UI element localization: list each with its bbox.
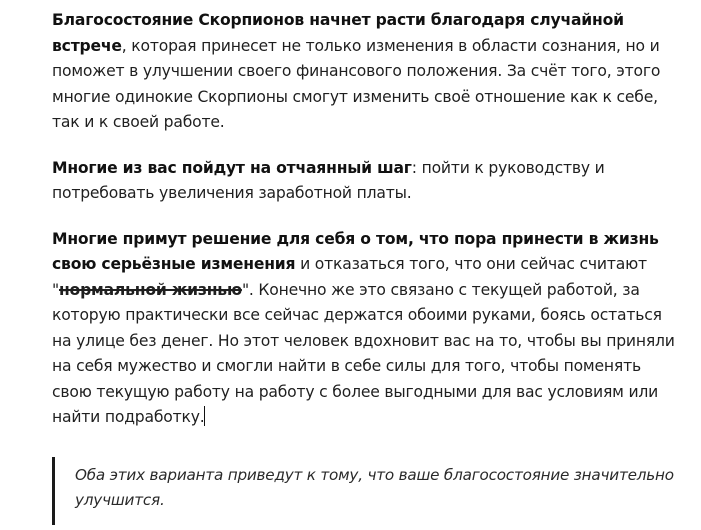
paragraph-3-bold: Многие примут решение для себя о том, что пора принести в жизнь свою серьёзные изменения <box>52 229 659 273</box>
paragraph-3-text-a: и отказаться того, что они сейчас считают " <box>52 255 647 299</box>
text-cursor <box>204 406 205 426</box>
paragraph-1-text: , которая принесет не только изменения в области сознания, но и поможет в улучшении своего финансового положения. За счёт того, этого многие одинокие Скорпионы смогут изменить своё отношение как к себе, так и к своей работе. <box>52 36 661 131</box>
paragraph-3 <box>52 227 682 431</box>
paragraph-2 <box>52 156 682 207</box>
blockquote <box>52 457 695 525</box>
paragraph-2-text: : пойти к руководству и потребовать увеличения заработной платы. <box>52 158 605 202</box>
paragraph-1-bold: Благосостояние Скорпионов начнет расти благодаря случайной встрече <box>52 11 624 55</box>
article-body <box>52 8 682 431</box>
paragraph-2-bold: Многие из вас пойдут на отчаянный шаг <box>52 158 412 177</box>
blockquote-text: Оба этих варианта приведут к тому, что ваше благосостояние значительно улучшится. <box>75 466 674 509</box>
strikethrough-phrase: нормальной жизнью <box>58 280 242 299</box>
paragraph-1 <box>52 8 682 136</box>
paragraph-3-text-b: ". Конечно же это связано с текущей работой, за которую практически все сейчас держатся обоими руками, боясь остаться на улице без денег. Но этот человек вдохновит вас на то, чтобы вы приняли на себя мужество и смогли найти в себе силы для того, чтобы поменять свою текущую работу на работу с более выгодными для вас условиям или найти подработку. <box>52 280 675 426</box>
